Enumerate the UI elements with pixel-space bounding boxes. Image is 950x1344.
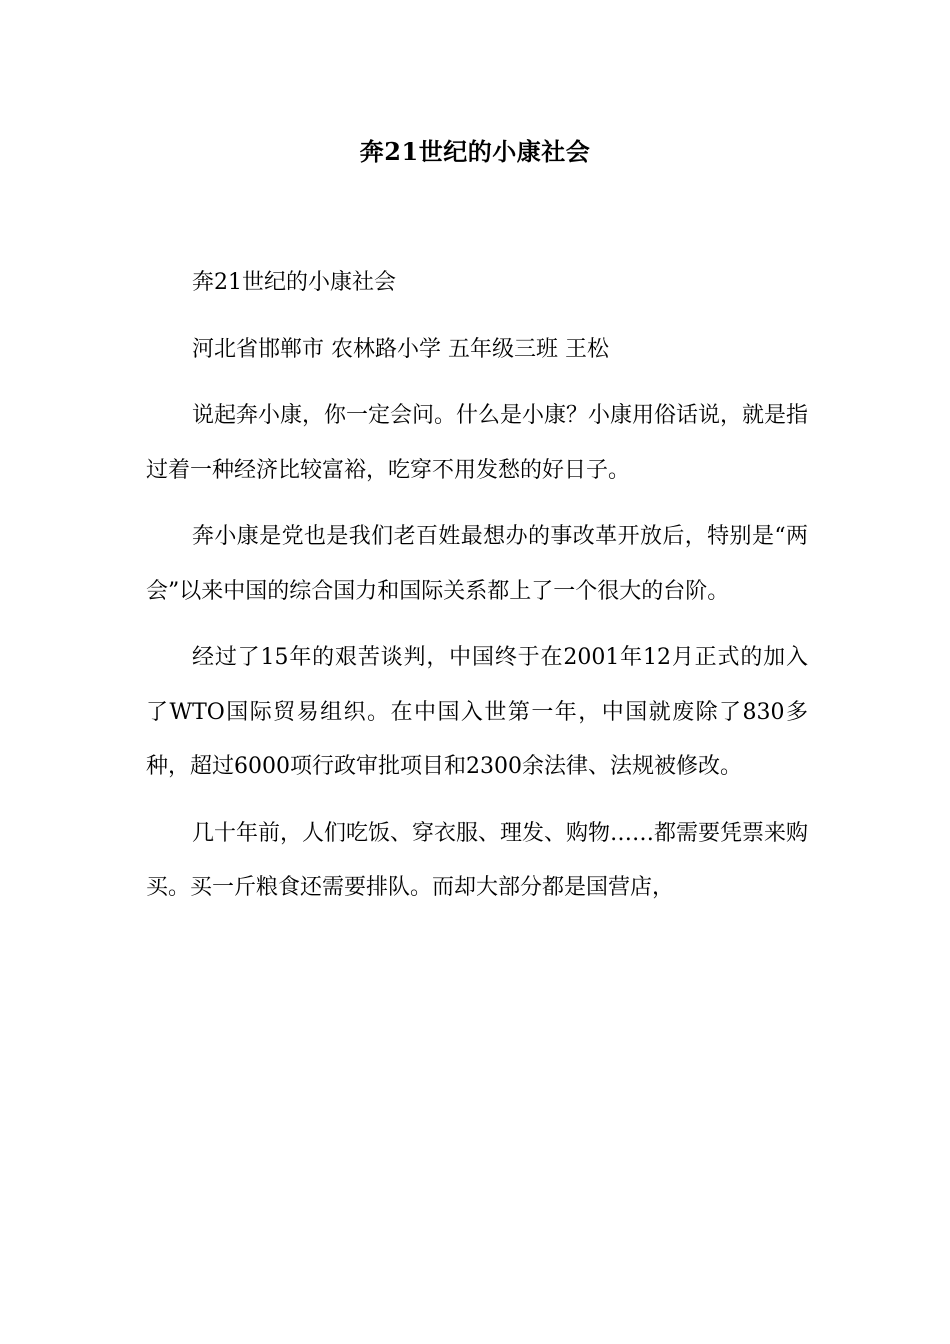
paragraph: 奔小康是党也是我们老百姓最想办的事改革开放后，特别是“两会”以来中国的综合国力和国际关系都上了一个很大的台阶。 [146, 524, 808, 604]
paragraph-subtitle: 奔21世纪的小康社会 [192, 270, 396, 295]
paragraph: 几十年前，人们吃饭、穿衣服、理发、购物……都需要凭票来购买。买一斤粮食还需要排队。而却大部分都是国营店， [146, 820, 809, 900]
paragraph: 说起奔小康，你一定会问。什么是小康？小康用俗话说，就是指过着一种经济比较富裕，吃穿不用发愁的好日子。 [146, 403, 809, 483]
paragraph: 经过了15年的艰苦谈判，中国终于在2001年12月正式的加入了WTO国际贸易组织。在中国入世第一年，中国就废除了830多种，超过6000项行政审批项目和2300余法律、法规被修改。 [146, 645, 808, 779]
document-body [146, 256, 808, 916]
paragraph-author: 河北省邯郸市 农林路小学 五年级三班 王松 [192, 336, 609, 362]
document-title: 奔21世纪的小康社会 [359, 137, 591, 166]
